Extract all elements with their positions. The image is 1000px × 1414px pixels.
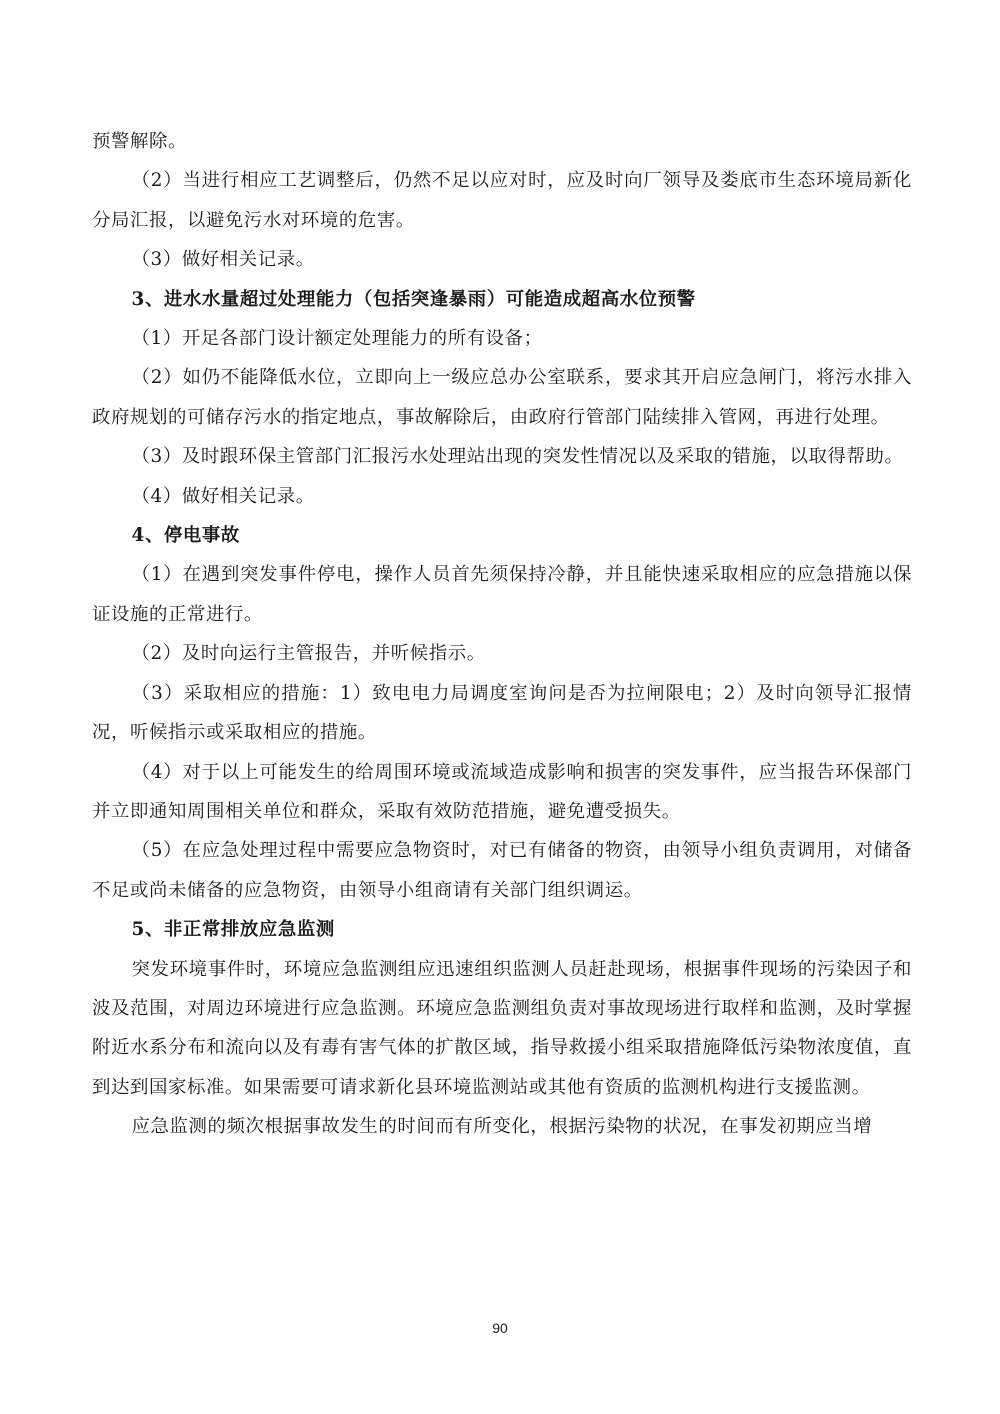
paragraph-item: （2）当进行相应工艺调整后，仍然不足以应对时，应及时向厂领导及娄底市生态环境局新化分局汇报，以避免污水对环境的危害。 <box>92 170 912 231</box>
paragraph-continuation: 预警解除。 <box>92 131 187 152</box>
document-body <box>92 122 912 1147</box>
paragraph-item: （4）对于以上可能发生的给周围环境或流域造成影响和损害的突发事件，应当报告环保部门并立即通知周围相关单位和群众，采取有效防范措施，避免遭受损失。 <box>92 761 912 822</box>
paragraph-item: （3）采取相应的措施：1）致电电力局调度室询问是否为拉闸限电；2）及时向领导汇报情况，听候指示或采取相应的措施。 <box>92 682 912 744</box>
section-heading: 3、进水水量超过处理能力（包括突逢暴雨）可能造成超高水位预警 <box>131 288 696 310</box>
paragraph-item: （3）及时跟环保主管部门汇报污水处理站出现的突发性情况以及采取的错施，以取得帮助。 <box>131 446 904 468</box>
paragraph-item: （4）做好相关记录。 <box>131 485 315 507</box>
section-heading: 5、非正常排放应急监测 <box>131 919 335 941</box>
section-heading: 4、停电事故 <box>131 525 240 547</box>
paragraph-item: （2）及时向运行主管报告，并听候指示。 <box>131 643 486 665</box>
paragraph-body: 突发环境事件时，环境应急监测组应迅速组织监测人员赶赴现场，根据事件现场的污染因子和波及范围，对周边环境进行应急监测。环境应急监测组负责对事故现场进行取样和监测，及时掌握附近水系分布和流向以及有毒有害气体的扩散区域，指导救援小组采取措施降低污染物浓度值，直到达到国家标准。如果需要可请求新化县环境监测站或其他有资质的监测机构进行支援监测。 <box>92 958 912 1098</box>
paragraph-item: （2）如仍不能降低水位，立即向上一级应总办公室联系，要求其开启应急闸门，将污水排入政府规划的可储存污水的指定地点，事故解除后，由政府行管部门陆续排入管网，再进行处理。 <box>92 367 912 428</box>
page-number: 90 <box>492 1320 508 1336</box>
paragraph-body: 应急监测的频次根据事故发生的时间而有所变化，根据污染物的状况，在事发初期应当增 <box>131 1116 873 1138</box>
paragraph-item: （3）做好相关记录。 <box>131 249 315 271</box>
paragraph-item: （1）在遇到突发事件停电，操作人员首先须保持冷静，并且能快速采取相应的应急措施以保证设施的正常进行。 <box>92 564 912 625</box>
paragraph-item: （5）在应急处理过程中需要应急物资时，对已有储备的物资，由领导小组负责调用，对储备不足或尚未储备的应急物资，由领导小组商请有关部门组织调运。 <box>92 840 912 901</box>
paragraph-item: （1）开足各部门设计额定处理能力的所有设备； <box>131 328 543 350</box>
